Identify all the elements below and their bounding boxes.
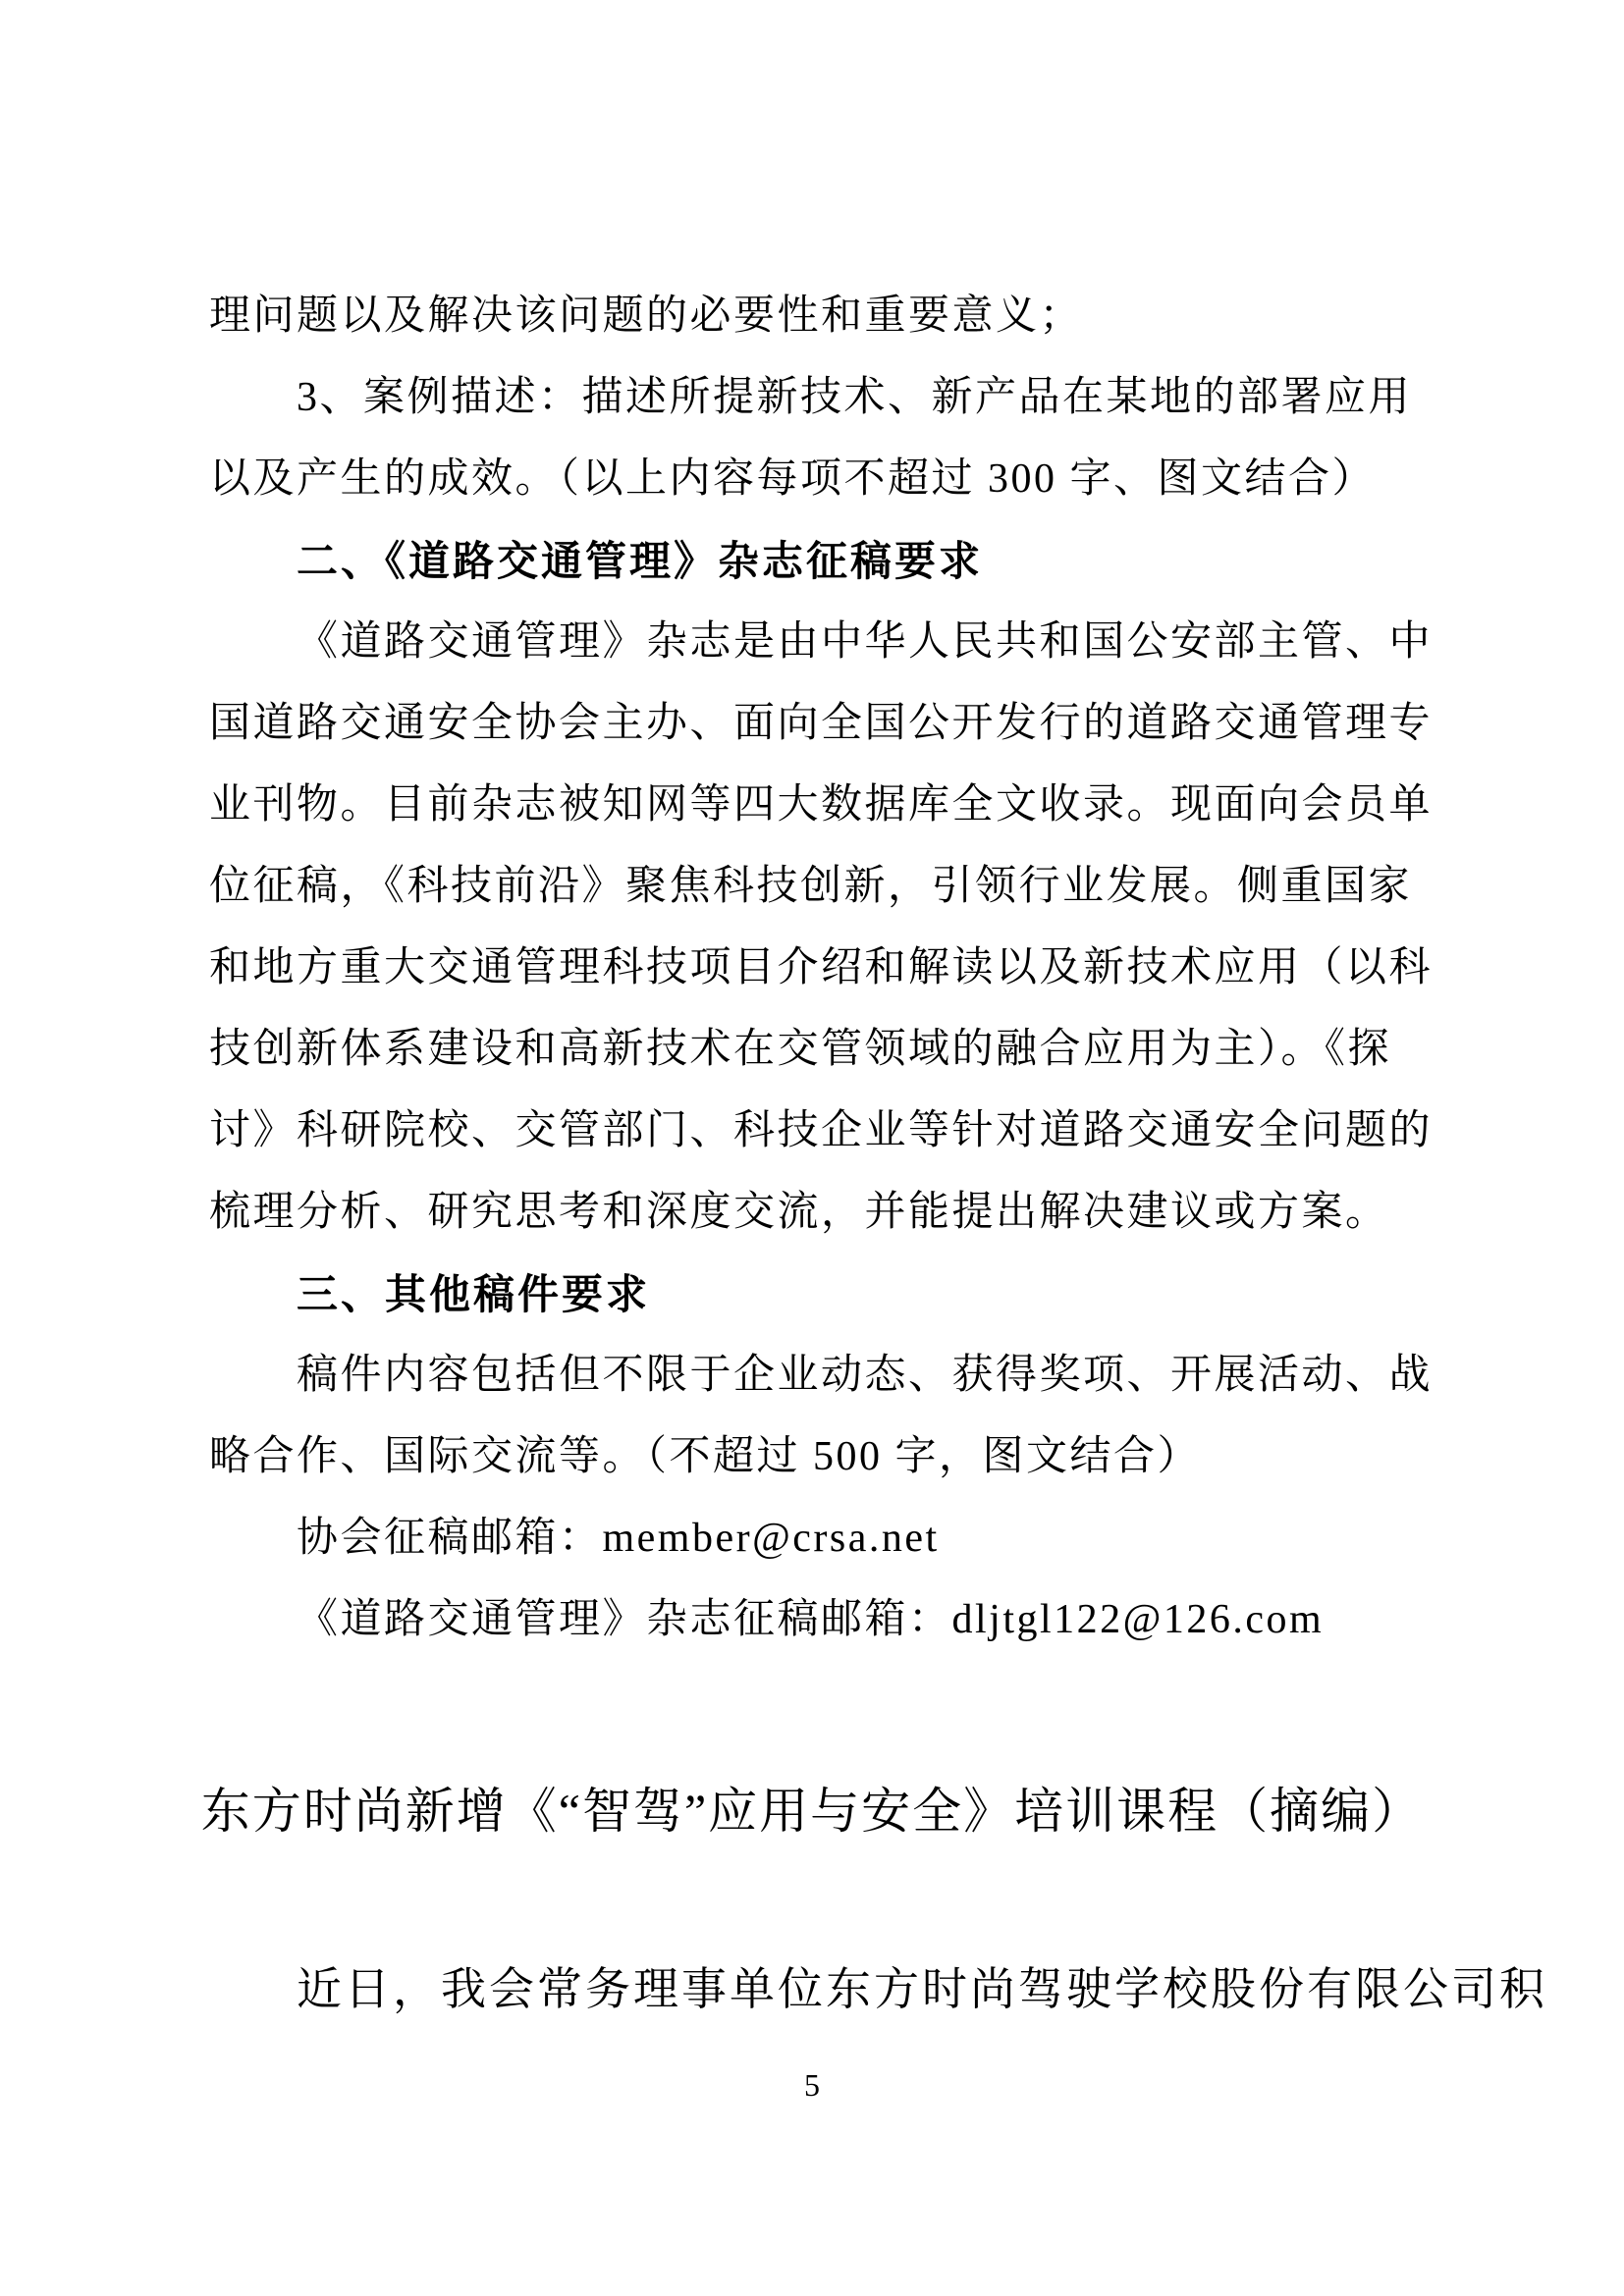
document-line: 以及产生的成效。（以上内容每项不超过 300 字、图文结合） xyxy=(209,456,1377,502)
document-line: 《道路交通管理》杂志是由中华人民共和国公安部主管、中 xyxy=(297,619,1434,665)
document-line: 业刊物。目前杂志被知网等四大数据库全文收录。现面向会员单 xyxy=(209,782,1434,828)
document-line: 3、案例描述：描述所提新技术、新产品在某地的部署应用 xyxy=(297,375,1413,420)
section-heading-3: 三、其他稿件要求 xyxy=(297,1271,651,1317)
closing-paragraph-line: 近日，我会常务理事单位东方时尚驾驶学校股份有限公司积 xyxy=(297,1964,1547,2014)
document-line: 理问题以及解决该问题的必要性和重要意义； xyxy=(209,294,1084,339)
document-line: 略合作、国际交流等。（不超过 500 字，图文结合） xyxy=(209,1434,1202,1479)
document-line: 讨》科研院校、交管部门、科技企业等针对道路交通安全问题的 xyxy=(209,1108,1434,1153)
email-line-magazine: 《道路交通管理》杂志征稿邮箱：dljtgl122@126.com xyxy=(297,1597,1325,1642)
page-number: 5 xyxy=(804,2067,820,2103)
document-line: 技创新体系建设和高新技术在交管领域的融合应用为主）。《探 xyxy=(209,1027,1392,1072)
article-title: 东方时尚新增《“智驾”应用与安全》培训课程（摘编） xyxy=(200,1784,1424,1839)
document-line: 稿件内容包括但不限于企业动态、获得奖项、开展活动、战 xyxy=(297,1353,1434,1398)
document-line: 和地方重大交通管理科技项目介绍和解读以及新技术应用（以科 xyxy=(209,945,1434,990)
document-line: 位征稿，《科技前沿》聚焦科技创新，引领行业发展。侧重国家 xyxy=(209,864,1413,909)
section-heading-2: 二、《道路交通管理》杂志征稿要求 xyxy=(297,538,984,584)
email-line-association: 协会征稿邮箱：member@crsa.net xyxy=(297,1516,940,1561)
document-line: 国道路交通安全协会主办、面向全国公开发行的道路交通管理专 xyxy=(209,701,1434,746)
document-line: 梳理分析、研究思考和深度交流，并能提出解决建议或方案。 xyxy=(209,1190,1389,1235)
